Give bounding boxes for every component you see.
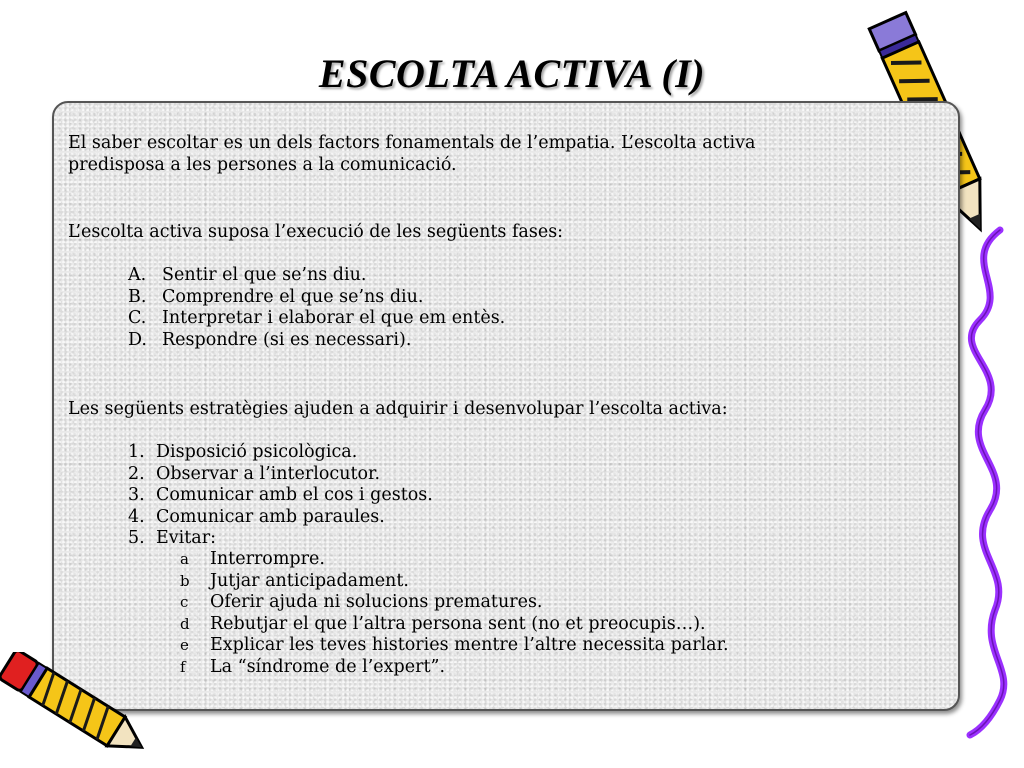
list-item-text: Evitar:: [156, 528, 216, 548]
list-item-text: La “síndrome de l’expert”.: [210, 656, 446, 677]
intro-paragraph: [68, 133, 755, 176]
list-marker: A.: [128, 265, 147, 285]
list-item: [128, 330, 505, 352]
list-item: [128, 464, 433, 486]
list-item: [180, 549, 729, 571]
list-item-text: Sentir el que se’ns diu.: [162, 265, 367, 285]
list-item-text: Rebutjar el que l’altra persona sent (no et preocupis…).: [210, 613, 706, 634]
avoid-list: [180, 549, 729, 678]
list-item-text: Comunicar amb paraules.: [156, 506, 385, 527]
list-item-text: Interrompre.: [210, 549, 325, 569]
list-item: [180, 614, 729, 636]
list-marker: e: [180, 636, 189, 654]
list-marker: 3.: [128, 485, 145, 505]
intro-line: El saber escoltar es un dels factors fonamentals de l’empatia. L’escolta activa: [68, 133, 756, 153]
list-marker: b: [180, 571, 190, 590]
phases-list: [128, 265, 505, 351]
strategies-heading: Les següents estratègies ajuden a adquirir i desenvolupar l’escolta activa:: [68, 399, 728, 419]
list-item: [128, 507, 433, 529]
intro-line: predisposa a les persones a la comunicació.: [68, 154, 457, 175]
content-box: [52, 101, 960, 711]
list-item: [128, 485, 433, 507]
slide-title: ESCOLTA ACTIVA (I): [318, 51, 706, 96]
list-item-text: Comunicar amb el cos i gestos.: [156, 485, 433, 505]
list-item-text: Explicar les teves histories mentre l’altre necessita parlar.: [210, 635, 729, 655]
list-item-text: Oferir ajuda ni solucions prematures.: [210, 592, 543, 612]
list-item: [180, 657, 729, 679]
pencil-icon: [0, 652, 160, 768]
list-marker: 4.: [128, 506, 145, 527]
list-marker: 5.: [128, 528, 145, 548]
strategies-list: [128, 442, 433, 550]
list-item: [128, 308, 505, 330]
list-item-text: Jutjar anticipadament.: [210, 570, 409, 591]
list-marker: a: [180, 550, 189, 568]
list-marker: C.: [128, 308, 147, 328]
list-item-text: Disposició psicològica.: [156, 442, 358, 462]
list-item: [128, 265, 505, 287]
phases-heading: L’escolta activa suposa l’execució de les següents fases:: [68, 222, 564, 242]
list-item-text: Interpretar i elaborar el que em entès.: [162, 308, 506, 328]
list-marker: 1.: [128, 442, 145, 462]
list-marker: 2.: [128, 463, 145, 484]
list-item: [180, 592, 729, 614]
list-item: [128, 528, 433, 550]
list-item: [128, 442, 433, 464]
list-item: [180, 635, 729, 657]
list-item-text: Comprendre el que se’ns diu.: [162, 286, 424, 307]
list-item: [180, 571, 729, 593]
list-item: [128, 287, 505, 309]
list-marker: B.: [128, 286, 147, 307]
list-marker: f: [180, 657, 186, 676]
squiggle-line-icon: [940, 220, 1024, 740]
list-marker: D.: [128, 329, 147, 350]
list-marker: c: [180, 593, 189, 611]
list-marker: d: [180, 614, 190, 633]
list-item-text: Observar a l’interlocutor.: [156, 463, 381, 484]
list-item-text: Respondre (si es necessari).: [162, 329, 412, 350]
